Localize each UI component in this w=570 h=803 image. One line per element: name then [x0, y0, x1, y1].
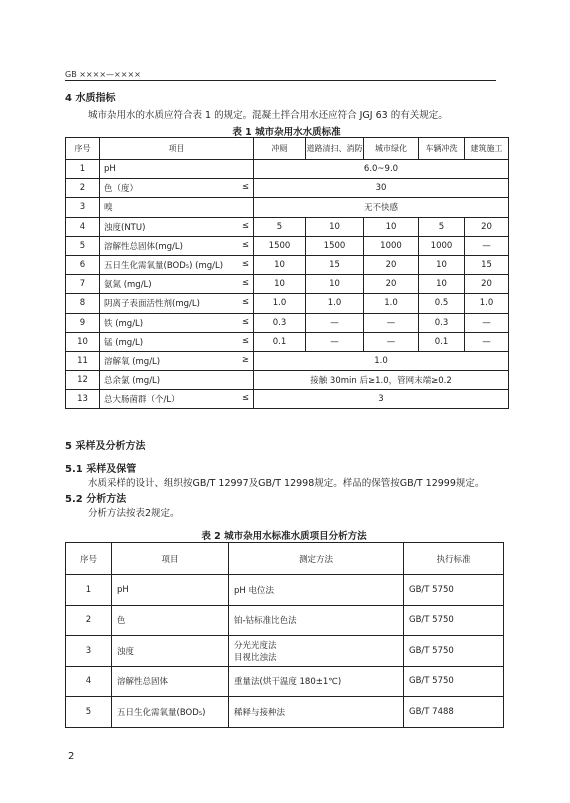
- method-cell: [229, 636, 404, 667]
- item-wrap: [100, 317, 253, 329]
- table-row: [66, 198, 509, 217]
- item-cell: [100, 275, 254, 294]
- value-cell: 0.5: [419, 294, 465, 313]
- value-cell: 0.1: [254, 332, 306, 351]
- item-cell: [100, 236, 254, 255]
- table-row: [66, 332, 509, 351]
- table-row: [66, 697, 504, 728]
- col-header-road: 道路清扫、消防: [306, 138, 364, 160]
- value-cell: 10: [364, 217, 419, 236]
- row-number: 8: [66, 294, 100, 313]
- limit-symbol: ≤: [241, 335, 249, 346]
- item-cell: [100, 332, 254, 351]
- value-cell: —: [364, 332, 419, 351]
- method-text: 分光光度法: [234, 640, 277, 651]
- item-cell: 五日生化需氧量(BOD₅): [112, 697, 229, 728]
- value-cell: 0.1: [419, 332, 465, 351]
- water-quality-standard-table: [65, 137, 509, 409]
- analysis-method-table: [65, 542, 504, 728]
- section-5-1-text: 水质采样的设计、组织按GB/T 12997及GB/T 12998规定。样品的保管按GB/T 12999规定。: [88, 478, 485, 489]
- row-number: 5: [66, 697, 112, 728]
- item-cell: [100, 217, 254, 236]
- col-header-car-wash: 车辆冲洗: [419, 138, 465, 160]
- col-header-standard: 执行标准: [404, 543, 504, 575]
- row-number: 11: [66, 351, 100, 370]
- value-cell: 20: [364, 255, 419, 274]
- item-cell: 色: [112, 605, 229, 636]
- limit-symbol: ≤: [241, 239, 249, 250]
- item-name: 阴离子表面活性剂(mg/L): [104, 299, 200, 310]
- table-1-caption: 表 1 城市杂用水水质标准: [232, 127, 341, 138]
- col-header-no: 序号: [66, 543, 112, 575]
- item-wrap: [100, 221, 253, 233]
- limit-symbol: ≤: [241, 259, 249, 270]
- table-row: [66, 179, 509, 198]
- item-wrap: [100, 259, 253, 271]
- table-row: [66, 351, 509, 370]
- value-cell: —: [306, 313, 364, 332]
- value-cell: —: [465, 313, 509, 332]
- value-cell: 1.0: [364, 294, 419, 313]
- row-number: 10: [66, 332, 100, 351]
- row-number: 6: [66, 255, 100, 274]
- value-cell: 15: [306, 255, 364, 274]
- table-row: [66, 255, 509, 274]
- table-row: [66, 390, 509, 409]
- section-5-title: 5 采样及分析方法: [65, 441, 146, 452]
- item-wrap: [100, 336, 253, 348]
- value-cell: 15: [465, 255, 509, 274]
- table-row: [66, 313, 509, 332]
- method-cell: [229, 605, 404, 636]
- row-number: 4: [66, 217, 100, 236]
- method-cell: [229, 697, 404, 728]
- table-row: [66, 160, 509, 179]
- value-cell: 20: [465, 217, 509, 236]
- row-number: 4: [66, 666, 112, 697]
- row-number: 3: [66, 198, 100, 217]
- item-cell: 溶解性总固体: [112, 666, 229, 697]
- item-name: 锰 (mg/L): [104, 337, 144, 348]
- row-number: 12: [66, 371, 100, 390]
- section-5-2-title: 5.2 分析方法: [65, 494, 127, 505]
- col-header-method: 测定方法: [229, 543, 404, 575]
- value-cell: 0.3: [419, 313, 465, 332]
- table-1-body: [66, 160, 509, 409]
- table-row: [66, 236, 509, 255]
- value-cell: 1500: [306, 236, 364, 255]
- page-number: 2: [68, 751, 75, 762]
- item-cell: [100, 255, 254, 274]
- item-name: 氨氮 (mg/L): [104, 280, 152, 291]
- item-name: 溶解氧 (mg/L): [104, 356, 161, 367]
- section-4-text: 城市杂用水的水质应符合表 1 的规定。混凝土拌合用水还应符合 JGJ 63 的有关规定。: [88, 110, 448, 121]
- value-cell: 1000: [419, 236, 465, 255]
- row-number: 1: [66, 160, 100, 179]
- item-name: pH: [104, 164, 116, 175]
- item-wrap: [100, 182, 253, 194]
- value-cell: 10: [419, 255, 465, 274]
- item-wrap: [100, 374, 253, 386]
- table-row: [66, 275, 509, 294]
- value-cell: 1.0: [306, 294, 364, 313]
- table-header-row: [66, 543, 504, 575]
- value-cell: 10: [306, 217, 364, 236]
- value-cell: 1.0: [254, 294, 306, 313]
- row-number: 2: [66, 605, 112, 636]
- section-4-title: 4 水质指标: [65, 93, 116, 104]
- item-name: 浊度(NTU): [104, 222, 146, 233]
- value-cell: —: [364, 313, 419, 332]
- value-cell: 0.3: [254, 313, 306, 332]
- header-rule: [65, 80, 496, 81]
- value-cell: 10: [254, 275, 306, 294]
- limit-symbol: ≤: [241, 316, 249, 327]
- item-cell: [100, 351, 254, 370]
- table-row: [66, 217, 509, 236]
- table-row: [66, 371, 509, 390]
- method-cell: [229, 666, 404, 697]
- section-5-2-text: 分析方法按表2规定。: [88, 508, 180, 519]
- limit-symbol: ≤: [241, 393, 249, 404]
- item-wrap: [100, 164, 253, 174]
- method-text-2: 目视比浊法: [234, 652, 277, 663]
- row-number: 1: [66, 575, 112, 606]
- limit-symbol: ≤: [241, 182, 249, 193]
- col-header-item: 项目: [112, 543, 229, 575]
- item-wrap: [100, 278, 253, 290]
- item-cell: [100, 179, 254, 198]
- col-header-no: 序号: [66, 138, 100, 160]
- col-header-item: 项目: [100, 138, 254, 160]
- item-name: 总大肠菌群（个/L）: [104, 395, 180, 406]
- merged-value: 3: [254, 390, 509, 409]
- value-cell: 10: [306, 275, 364, 294]
- table-row: [66, 294, 509, 313]
- table-header-row: [66, 138, 509, 160]
- row-number: 3: [66, 636, 112, 667]
- method-text: pH 电位法: [234, 585, 274, 596]
- col-header-green: 城市绿化: [364, 138, 419, 160]
- value-cell: 20: [465, 275, 509, 294]
- value-cell: 5: [419, 217, 465, 236]
- item-wrap: [100, 355, 253, 367]
- merged-value: 无不快感: [254, 198, 509, 217]
- value-cell: 20: [364, 275, 419, 294]
- item-cell: pH: [112, 575, 229, 606]
- merged-value: 6.0~9.0: [254, 160, 509, 179]
- col-header-construction: 建筑施工: [465, 138, 509, 160]
- item-wrap: [100, 201, 253, 213]
- item-name: 五日生化需氧量(BOD₅) (mg/L): [104, 261, 224, 272]
- row-number: 5: [66, 236, 100, 255]
- standard-cell: GB/T 5750: [404, 605, 504, 636]
- item-cell: [100, 294, 254, 313]
- value-cell: —: [465, 236, 509, 255]
- col-header-toilet: 冲厕: [254, 138, 306, 160]
- item-name: 溶解性总固体(mg/L): [104, 241, 183, 252]
- item-wrap: [100, 297, 253, 309]
- value-cell: 1500: [254, 236, 306, 255]
- value-cell: 10: [254, 255, 306, 274]
- table-2-body: [66, 575, 504, 728]
- item-wrap: [100, 240, 253, 252]
- row-number: 2: [66, 179, 100, 198]
- value-cell: 10: [419, 275, 465, 294]
- section-5-1-title: 5.1 采样及保管: [65, 464, 137, 475]
- row-number: 9: [66, 313, 100, 332]
- limit-symbol: ≤: [241, 220, 249, 231]
- item-cell: [100, 160, 254, 179]
- table-row: [66, 605, 504, 636]
- table-row: [66, 575, 504, 606]
- standard-cell: GB/T 5750: [404, 666, 504, 697]
- value-cell: 1000: [364, 236, 419, 255]
- item-cell: 浊度: [112, 636, 229, 667]
- value-cell: —: [306, 332, 364, 351]
- merged-value: 接触 30min 后≥1.0，管网末端≥0.2: [254, 371, 509, 390]
- item-name: 铁 (mg/L): [104, 318, 144, 329]
- standard-cell: GB/T 5750: [404, 636, 504, 667]
- table-row: [66, 666, 504, 697]
- item-name: 总余氯 (mg/L): [104, 376, 161, 387]
- item-cell: [100, 313, 254, 332]
- value-cell: 5: [254, 217, 306, 236]
- limit-symbol: ≤: [241, 278, 249, 289]
- method-text: 稀释与接种法: [234, 707, 286, 718]
- item-name: 色（度）: [104, 184, 139, 195]
- item-cell: [100, 371, 254, 390]
- method-text: 铂-钴标准比色法: [234, 616, 297, 627]
- document-code: GB ××××—××××: [65, 70, 141, 79]
- value-cell: 1.0: [465, 294, 509, 313]
- method-cell: [229, 575, 404, 606]
- table-2-caption: 表 2 城市杂用水标准水质项目分析方法: [201, 531, 367, 542]
- standard-cell: GB/T 7488: [404, 697, 504, 728]
- limit-symbol: ≥: [241, 354, 249, 365]
- value-cell: —: [465, 332, 509, 351]
- standard-cell: GB/T 5750: [404, 575, 504, 606]
- item-cell: [100, 390, 254, 409]
- table-row: [66, 636, 504, 667]
- row-number: 7: [66, 275, 100, 294]
- row-number: 13: [66, 390, 100, 409]
- method-text: 重量法(烘干温度 180±1℃): [234, 677, 342, 688]
- item-wrap: [100, 393, 253, 405]
- item-cell: [100, 198, 254, 217]
- merged-value: 1.0: [254, 351, 509, 370]
- limit-symbol: ≤: [241, 297, 249, 308]
- item-name: 嗅: [104, 203, 113, 214]
- merged-value: 30: [254, 179, 509, 198]
